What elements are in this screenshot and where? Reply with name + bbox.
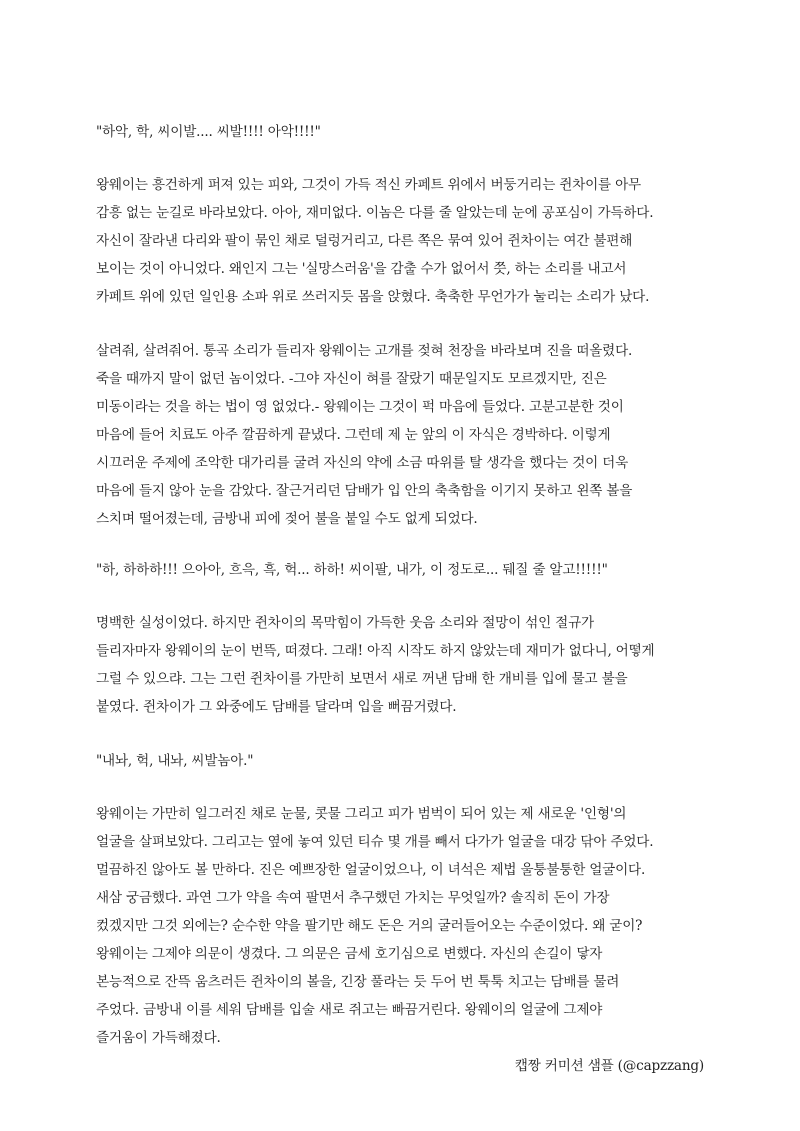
paragraph-1-line-3: 자신이 잘라낸 다리와 팔이 묶인 채로 덜렁거리고, 다른 쪽은 묶여 있어 쥔차이는 여간 불편해 [96,233,633,249]
paragraph-3-line-1: 명백한 실성이었다. 하지만 쥔차이의 목막힘이 가득한 웃음 소리와 절망이 섞인 절규가 [96,615,594,631]
paragraph-2-line-2: 죽을 때까지 말이 없던 놈이었다. -그야 자신이 혀를 잘랐기 때문일지도 모르겠지만, 진은 [96,371,607,387]
paragraph-2-line-6: 마음에 들지 않아 눈을 감았다. 잘근거리던 담배가 입 안의 축축함을 이기지 못하고 왼쪽 볼을 [96,483,633,499]
paragraph-4-line-7: 본능적으로 잔뜩 움츠러든 쥔차이의 볼을, 긴장 풀라는 듯 두어 번 툭툭 치고는 담배를 물려 [96,974,620,990]
paragraph-1-line-2: 감흥 없는 눈길로 바라보았다. 아아, 재미없다. 이놈은 다를 줄 알았는데 눈에 공포심이 가득하다. [96,205,654,221]
paragraph-4-line-8: 주었다. 금방내 이를 세워 담배를 입술 새로 쥐고는 빠끔거린다. 왕웨이의 얼굴에 그제야 [96,1002,603,1018]
paragraph-4-line-6: 왕웨이는 그제야 의문이 생겼다. 그 의문은 금세 호기심으로 변했다. 자신의 손길이 닿자 [96,946,603,962]
signature: 캡짱 커미션 샘플 (@capzzang) [514,1058,704,1074]
paragraph-4-line-3: 멀끔하진 않아도 볼 만하다. 진은 예쁘장한 얼굴이었으나, 이 녀석은 제법 울퉁불퉁한 얼굴이다. [96,862,646,878]
paragraph-3-line-4: 붙였다. 쥔차이가 그 와중에도 담배를 달라며 입을 뻐끔거렸다. [96,699,457,715]
quote-line: "하악, 학, 씨이발.... 씨발!!!! 아악!!!!" [96,124,321,140]
paragraph-4-line-9: 즐거움이 가득해졌다. [96,1030,221,1046]
paragraph-4-line-5: 컸겠지만 그것 외에는? 순수한 약을 팔기만 해도 돈은 거의 굴러들어오는 수준이었다. 왜 굳이? [96,918,643,934]
paragraph-2-line-7: 스치며 떨어졌는데, 금방내 피에 젖어 불을 붙일 수도 없게 되었다. [96,511,478,527]
paragraph-1-line-5: 카페트 위에 있던 일인용 소파 위로 쓰러지듯 몸을 앉혔다. 축축한 무언가가 눌리는 소리가 났다. [96,289,650,305]
paragraph-2-line-1: 살려줘, 살려줘어. 통곡 소리가 들리자 왕웨이는 고개를 젖혀 천장을 바라보며 진을 떠올렸다. [96,343,633,359]
paragraph-4-line-2: 얼굴을 살펴보았다. 그리고는 옆에 놓여 있던 티슈 몇 개를 빼서 다가가 얼굴을 대강 닦아 주었다. [96,834,654,850]
paragraph-3-line-3: 그럴 수 있으랴. 그는 그런 쥔차이를 가만히 보면서 새로 꺼낸 담배 한 개비를 입에 물고 불을 [96,671,628,687]
paragraph-3-line-2: 들리자마자 왕웨이의 눈이 번뜩, 떠졌다. 그래! 아직 시작도 하지 않았는데 재미가 없다니, 어떻게 [96,643,655,659]
paragraph-2-line-4: 마음에 들어 치료도 아주 깔끔하게 끝냈다. 그런데 제 눈 앞의 이 자식은 경박하다. 이렇게 [96,427,611,443]
paragraph-2-line-5: 시끄러운 주제에 조악한 대가리를 굴려 자신의 약에 소금 따위를 탈 생각을 했다는 것이 더욱 [96,455,629,471]
quote-line: "하, 하하하!!! 으아아, 흐윽, 흑, 헉... 하하! 씨이팔, 내가, 이 정도로... 뒈질 줄 알고!!!!!" [96,562,608,578]
paragraph-2-line-3: 미동이라는 것을 하는 법이 영 없었다.- 왕웨이는 그것이 퍽 마음에 들었다. 고분고분한 것이 [96,399,624,415]
paragraph-4-line-4: 새삼 궁금했다. 과연 그가 약을 속여 팔면서 추구했던 가치는 무엇일까? 솔직히 돈이 가장 [96,890,610,906]
paragraph-4-line-1: 왕웨이는 가만히 일그러진 채로 눈물, 콧물 그리고 피가 범벅이 되어 있는 제 새로운 '인형'의 [96,806,627,822]
paragraph-1-line-4: 보이는 것이 아니었다. 왜인지 그는 '실망스러움'을 감출 수가 없어서 쯧, 하는 소리를 내고서 [96,261,627,277]
quote-line: "내놔, 헉, 내놔, 씨발놈아." [96,753,254,769]
paragraph-1-line-1: 왕웨이는 흥건하게 퍼져 있는 피와, 그것이 가득 적신 카페트 위에서 버둥거리는 쥔차이를 아무 [96,177,641,193]
